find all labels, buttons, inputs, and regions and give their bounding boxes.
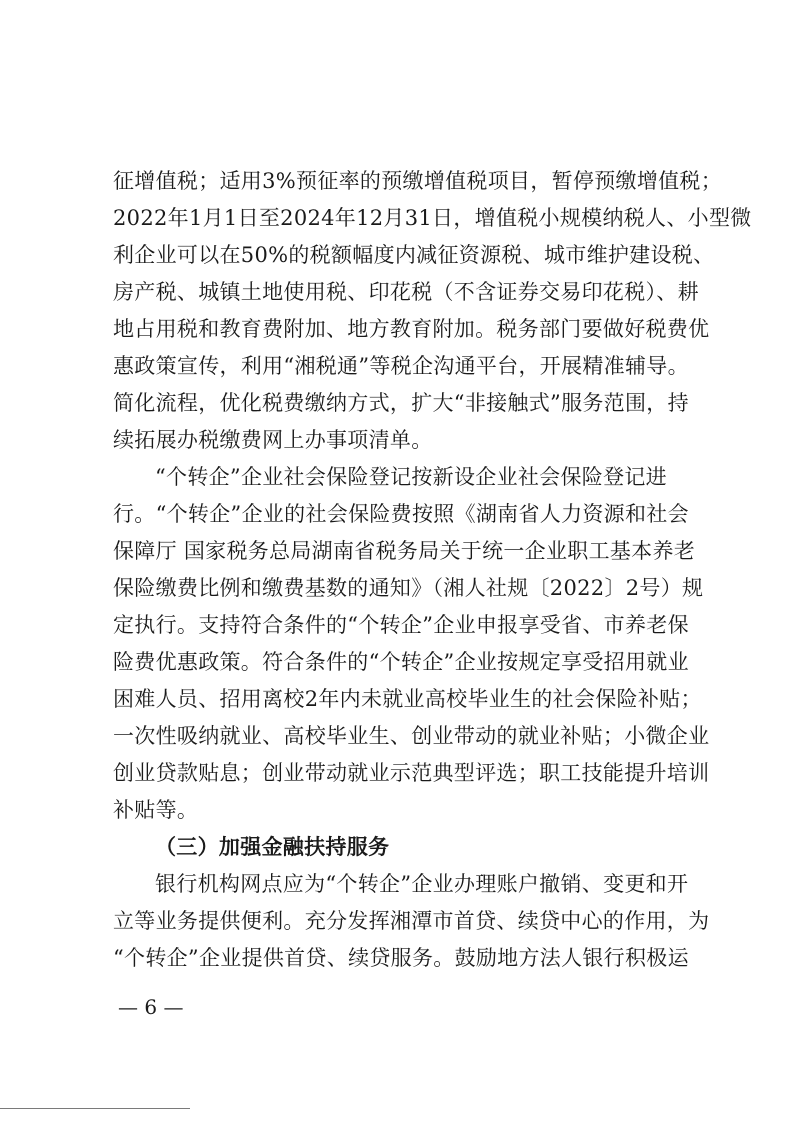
body-text-line: 定执行。支持符合条件的“个转企”企业申报享受省、市养老保 (113, 613, 689, 637)
body-text-line: 一次性吸纳就业、高校毕业生、创业带动的就业补贴；小微企业 (113, 724, 710, 748)
section-heading: （三）加强金融扶持服务 (155, 835, 390, 859)
body-text-line: 地占用税和教育费附加、地方教育附加。税务部门要做好税费优 (113, 317, 710, 341)
paragraph-first-line: 银行机构网点应为“个转企”企业办理账户撤销、变更和开 (155, 872, 689, 896)
body-text-line: 征增值税；适用3%预征率的预缴增值税项目，暂停预缴增值税； (113, 169, 723, 193)
body-text-line: 困难人员、招用离校2年内未就业高校毕业生的社会保险补贴； (113, 687, 702, 711)
body-text-line: 险费优惠政策。符合条件的“个转企”企业按规定享受招用就业 (113, 650, 689, 674)
body-text-line: 惠政策宣传，利用“湘税通”等税企沟通平台，开展精准辅导。 (113, 354, 689, 378)
body-text-line: 简化流程，优化税费缴纳方式，扩大“非接触式”服务范围，持 (113, 391, 689, 415)
body-text-line: 利企业可以在50%的税额幅度内减征资源税、城市维护建设税、 (113, 243, 715, 267)
body-text-line: 行。“个转企”企业的社会保险费按照《湖南省人力资源和社会 (113, 502, 689, 526)
page-number: — 6 — (118, 995, 184, 1019)
scan-edge-divider (0, 1108, 190, 1109)
body-text-line: “个转企”企业提供首贷、续贷服务。鼓励地方法人银行积极运 (113, 946, 689, 970)
paragraph-first-line: “个转企”企业社会保险登记按新设企业社会保险登记进 (155, 465, 667, 489)
body-text-line: 房产税、城镇土地使用税、印花税（不含证券交易印花税）、耕 (113, 280, 699, 304)
body-text-line: 创业贷款贴息；创业带动就业示范典型评选；职工技能提升培训 (113, 761, 710, 785)
body-text-line: 保险缴费比例和缴费基数的通知》（湘人社规〔2022〕2号）规 (113, 576, 704, 600)
body-text-line: 立等业务提供便利。充分发挥湘潭市首贷、续贷中心的作用，为 (113, 909, 710, 933)
body-text-line: 续拓展办税缴费网上办事项清单。 (113, 428, 433, 452)
body-text-line: 补贴等。 (113, 798, 199, 822)
body-text-line: 保障厅 国家税务总局湖南省税务局关于统一企业职工基本养老 (113, 539, 696, 563)
body-text-line: 2022年1月1日至2024年12月31日，增值税小规模纳税人、小型微 (113, 206, 752, 230)
